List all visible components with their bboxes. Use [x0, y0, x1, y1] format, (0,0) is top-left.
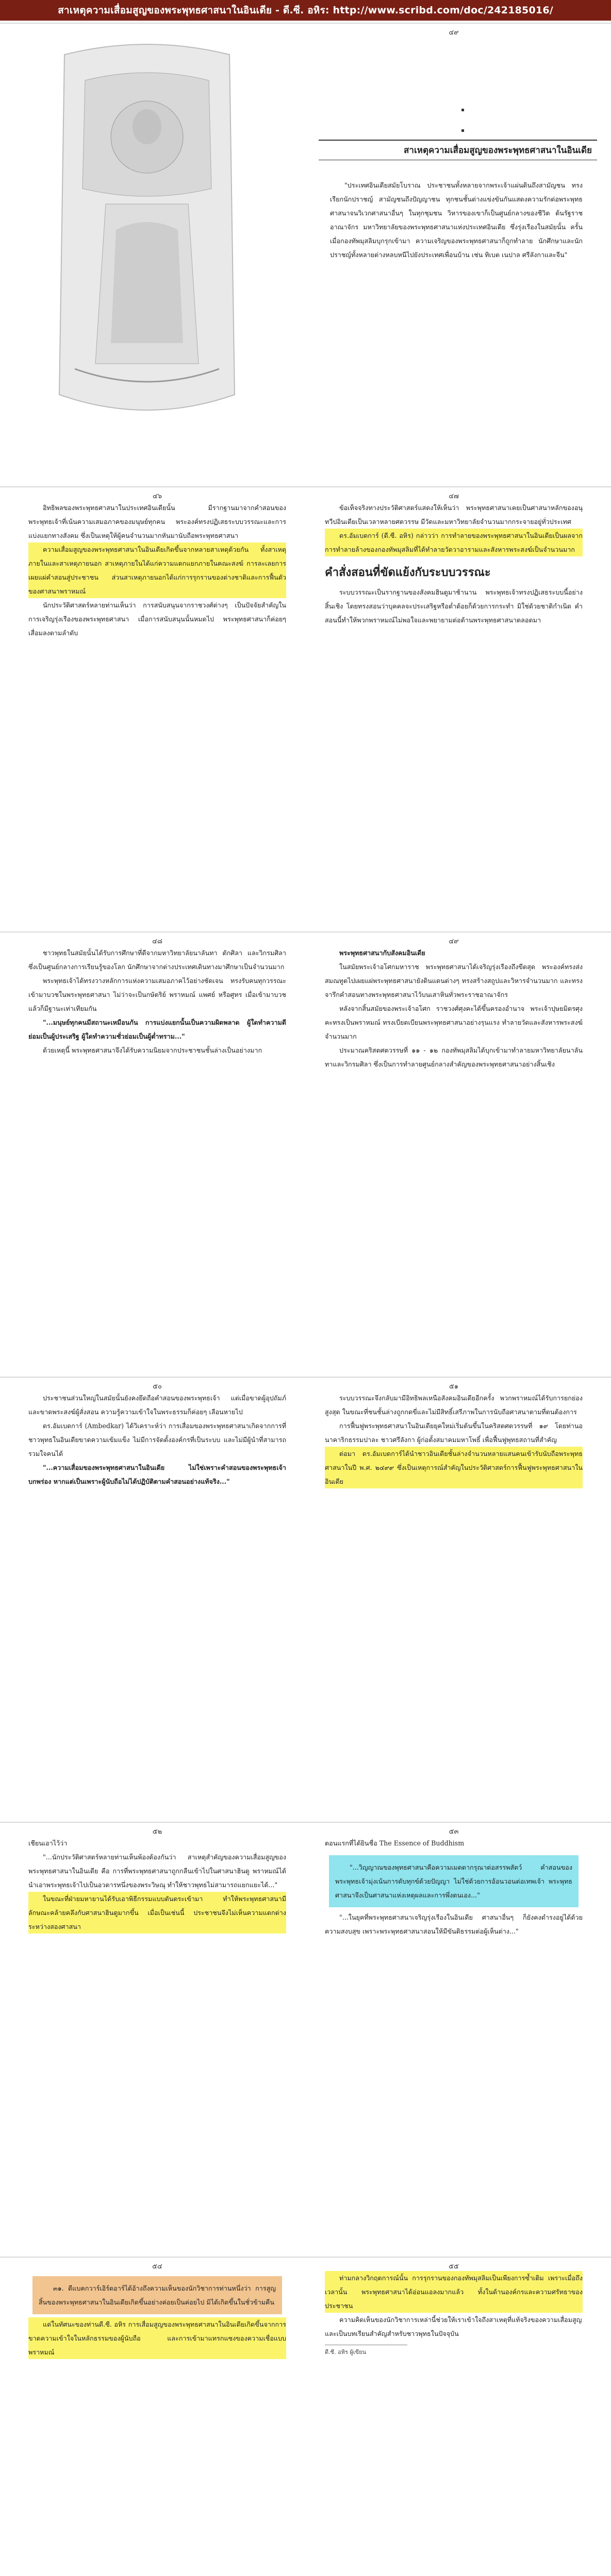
paragraph: การฟื้นฟูพระพุทธศาสนาในอินเดียยุคใหม่เริ่มต้นขึ้นในคริสตศตวรรษที่ ๑๙ โดยท่านอนาคาริกธรรมปาละ ชาวศรีลังกา ผู้ก่อตั้งสมาคมมหาโพธิ์ เพื่อฟื้นฟูพุทธสถานที่สำคัญ [325, 1422, 583, 1444]
paragraph: ตอนแรกที่ได้ยินชื่อ The Essence of Buddhism [325, 1839, 465, 1847]
document-title-bar [0, 0, 611, 21]
stone-stele-image [28, 34, 266, 446]
page-spread-1 [0, 23, 611, 485]
highlighted-paragraph: ความเสื่อมสูญของพระพุทธศาสนาในอินเดียเกิดขึ้นจากหลายสาเหตุด้วยกัน ทั้งสาเหตุภายในและสาเหตุภายนอก สาเหตุภายในได้แก่ความแตกแยกภายในคณะสงฆ์ การละเลยการเผยแผ่คำสอนสู่ประชาชน ส่วนสาเหตุภายนอกได้แก่การรุกรานของต่างชาติและการฟื้นตัวของศาสนาพราหมณ์ [28, 543, 286, 598]
highlighted-paragraph: ท่ามกลางวิกฤตการณ์นั้น การรุกรานของกองทัพมุสลิมเป็นเพียงการซ้ำเติม เพราะเมื่อถึงเวลานั้น พระพุทธศาสนาได้อ่อนแอลงมากแล้ว ทั้งในด้านองค์กรและความศรัทธาของประชาชน [325, 2271, 583, 2313]
page-number: ๕๕ [449, 2263, 459, 2270]
page-spread-3 [0, 931, 611, 1376]
document-title: สาเหตุความเสื่อมสูญของพระพุทธศาสนาในอินเดีย - ดี.ซี. อหิร: http://www.scribd.com/doc/242185016/ [58, 5, 553, 16]
quote-paragraph: "...ความเสื่อมของพระพุทธศาสนาในอินเดีย ไม่ใช่เพราะคำสอนของพระพุทธเจ้าบกพร่อง หากแต่เป็นเพราะผู้นับถือไม่ได้ปฏิบัติตามคำสอนอย่างแท้จริง..." [28, 1464, 286, 1485]
chapter-title: สาเหตุความเสื่อมสูญของพระพุทธศาสนาในอินเดีย [319, 140, 597, 160]
subheading: พระพุทธศาสนากับสังคมอินเดีย [339, 949, 425, 957]
page-spread-5 [0, 1822, 611, 2256]
quote-block [330, 178, 583, 262]
page-number: ๕๒ [152, 1828, 162, 1836]
paragraph: ในสมัยพระเจ้าอโศกมหาราช พระพุทธศาสนาได้เจริญรุ่งเรืองถึงขีดสุด พระองค์ทรงส่งสมณทูตไปเผยแผ่พระพุทธศาสนายังดินแดนต่างๆ ทรงสร้างสถูปและวิหารจำนวนมาก และทรงจารึกคำสอนทางพระพุทธศาสนาไว้บนเสาหินทั่วพระราชอาณาจักร [325, 963, 583, 998]
paragraph: ด้วยเหตุนี้ พระพุทธศาสนาจึงได้รับความนิยมจากประชาชนชั้นล่างเป็นอย่างมาก [43, 1046, 262, 1054]
paragraph: อิทธิพลของพระพุทธศาสนาในประเทศอินเดียนั้น มีรากฐานมาจากคำสอนของพระพุทธเจ้าที่เน้นความเสมอภาคของมนุษย์ทุกคน พระองค์ทรงปฏิเสธระบบวรรณะและการแบ่งแยกทางสังคม ซึ่งเป็นเหตุให้ผู้คนจำนวนมากหันมานับถือพระพุทธศาสนา [28, 504, 286, 539]
highlighted-paragraph: ดร.อัมเบดการ์ (ดี.ซี. อหิร) กล่าวว่า การทำลายของพระพุทธศาสนาในอินเดียเป็นผลจากการทำลายล้างของกองทัพมุสลิมที่ได้ทำลายวัดวาอารามและสังหารพระสงฆ์เป็นจำนวนมาก [325, 529, 583, 556]
page-number: ๕๔ [152, 2263, 162, 2270]
quote-paragraph: "...ในยุคที่พระพุทธศาสนาเจริญรุ่งเรืองในอินเดีย ศาสนาอื่นๆ ก็ยังคงดำรงอยู่ได้ด้วยความสงบสุข เพราะพระพุทธศาสนาสอนให้มีขันติธรรมต่อผู้เห็นต่าง..." [325, 1913, 583, 1935]
paragraph: ๓๑. ดีแบคกวาร์เอิร์ดอาร์ได้อ้างถึงความเห็นของนักวิชาการท่านหนึ่งว่า การสูญสิ้นของพระพุทธศาสนาในอินเดียเกิดขึ้นอย่างค่อยเป็นค่อยไป มิได้เกิดขึ้นในชั่วข้ามคืน [39, 2284, 276, 2306]
page-number: ๔๗ [449, 493, 459, 500]
quote-paragraph: "...วิญญาณของพุทธศาสนาคือความเมตตากรุณาต่อสรรพสัตว์ คำสอนของพระพุทธเจ้ามุ่งเน้นการดับทุกข์ด้วยปัญญา ไม่ใช่ด้วยการอ้อนวอนต่อเทพเจ้า พระพุทธศาสนาจึงเป็นศาสนาแห่งเหตุผลและการพึ่งตนเอง..." [335, 1863, 572, 1899]
highlighted-note-box [32, 2276, 282, 2314]
paragraph: นักประวัติศาสตร์หลายท่านเห็นว่า การสนับสนุนจากราชวงศ์ต่างๆ เป็นปัจจัยสำคัญในการเจริญรุ่งเรืองของพระพุทธศาสนา เมื่อการสนับสนุนนั้นหมดไป พระพุทธศาสนาก็ค่อยๆ เสื่อมลงตามลำดับ [28, 601, 286, 637]
section-heading: คำสั่งสอนที่ขัดแย้งกับระบบวรรณะ [325, 566, 491, 579]
page-number: ๕๑ [449, 1383, 459, 1391]
paragraph: ระบบวรรณะเป็นรากฐานของสังคมฮินดูมาช้านาน พระพุทธเจ้าทรงปฏิเสธระบบนี้อย่างสิ้นเชิง โดยทรงสอนว่าบุคคลจะประเสริฐหรือต่ำต้อยก็ด้วยการกระทำ มิใช่ด้วยชาติกำเนิด คำสอนนี้ทำให้พวกพราหมณ์ไม่พอใจและพยายามต่อต้านพระพุทธศาสนาตลอดมา [325, 588, 583, 624]
highlighted-quote-box [329, 1855, 579, 1907]
highlighted-paragraph: แต่ในทัศนะของท่านดี.ซี. อหิร การเสื่อมสูญของพระพุทธศาสนาในอินเดียเกิดขึ้นจากการขาดความเข้าใจในหลักธรรมของผู้นับถือ และการเข้ามาแทรกแซงของความเชื่อแบบพราหมณ์ [28, 2317, 286, 2359]
page-number: ๔๘ [152, 938, 162, 945]
page-number: ๕๐ [153, 1383, 162, 1391]
highlighted-paragraph: ต่อมา ดร.อัมเบดการ์ได้นำชาวอินเดียชั้นล่างจำนวนหลายแสนคนเข้ารับนับถือพระพุทธศาสนาในปี พ.ศ. ๒๔๙๙ ซึ่งเป็นเหตุการณ์สำคัญในประวัติศาสตร์การฟื้นฟูพระพุทธศาสนาในอินเดีย [325, 1447, 583, 1488]
paragraph: ดร.อัมเบดการ์ (Ambedkar) ได้วิเคราะห์ว่า การเสื่อมของพระพุทธศาสนาเกิดจากการที่ชาวพุทธในอินเดียขาดความเข้มแข็ง ไม่มีการจัดตั้งองค์กรที่เป็นระบบ และไม่มีผู้นำที่สามารถรวมใจคนได้ [28, 1422, 286, 1458]
paragraph: ประมาณคริสตศตวรรษที่ ๑๑ - ๑๒ กองทัพมุสลิมได้บุกเข้ามาทำลายมหาวิทยาลัยนาลันทาและวิกรมศิลา ซึ่งเป็นการทำลายศูนย์กลางสำคัญของพระพุทธศาสนาอย่างสิ้นเชิง [325, 1046, 583, 1068]
paragraph: หลังจากสิ้นสมัยของพระเจ้าอโศก ราชวงศ์ศุงคะได้ขึ้นครองอำนาจ พระเจ้าปุษยมิตรศุงคะทรงเป็นพราหมณ์ ทรงเบียดเบียนพระพุทธศาสนาอย่างรุนแรง ทำลายวัดและสังหารพระสงฆ์จำนวนมาก [325, 1005, 583, 1040]
quote-paragraph: "...นักประวัติศาสตร์หลายท่านเห็นพ้องต้องกันว่า สาเหตุสำคัญของความเสื่อมสูญของพระพุทธศาสนาในอินเดีย คือ การที่พระพุทธศาสนาถูกกลืนเข้าไปในศาสนาฮินดู พราหมณ์ได้นำเอาพระพุทธเจ้าไปเป็นอวตารหนึ่งของพระวิษณุ ทำให้ชาวพุทธไม่สามารถแยกแยะได้..." [28, 1853, 286, 1889]
paragraph: เชียนเอาไว้ว่า [28, 1839, 68, 1847]
footnote: ดี.ซี. อหิร ผู้เขียน [325, 2349, 367, 2355]
paragraph: "ประเทศอินเดียสมัยโบราณ ประชาชนทั้งหลายจากพระเจ้าแผ่นดินถึงสามัญชน ทรงเรียกนักปราชญ์ สามัญชนถึงปัญญาชน ทุกชนชั้นต่างแข่งขันกันแสดงความรักต่อพระพุทธศาสนาจนวิเวกศาสนาอื่นๆ ในทุกชุมชน วิหารของเขาก็เป็นศูนย์กลางของชีวิต ต้นรัฐราชอาณาจักร มหาวิทยาลัยของพระพุทธศาสนาแห่งประเทศอินเดีย ซึ่งรุ่งเรืองในสมัยนั้น ครั้นเมื่อกองทัพมุสลิมบุกรุกเข้ามา ความเจริญของพระพุทธศาสนาก็ถูกทำลาย นักศึกษาและนักปราชญ์ทั้งหลายต่างหลบหนีไปยังประเทศเพื่อนบ้าน เช่น ทิเบต เนปาล ศรีลังกาและจีน" [330, 181, 583, 259]
page-spread-4 [0, 1377, 611, 1821]
page-spread-6 [0, 2257, 611, 2576]
page-number: ๔๙ [449, 938, 459, 945]
paragraph: ความคิดเห็นของนักวิชาการเหล่านี้ช่วยให้เราเข้าใจถึงสาเหตุที่แท้จริงของความเสื่อมสูญ และเป็นบทเรียนสำคัญสำหรับชาวพุทธในปัจจุบัน [325, 2316, 582, 2337]
page-number: ๕๓ [449, 1828, 459, 1836]
page-number: ๔๖ [152, 493, 162, 500]
paragraph: ประชาชนส่วนใหญ่ในสมัยนั้นยังคงยึดถือคำสอนของพระพุทธเจ้า แต่เมื่อขาดผู้อุปถัมภ์และขาดพระสงฆ์ผู้สั่งสอน ความรู้ความเข้าใจในพระธรรมก็ค่อยๆ เลือนหายไป [28, 1394, 286, 1416]
highlighted-paragraph: ในขณะที่ฝ่ายมหายานได้รับเอาพิธีกรรมแบบตันตระเข้ามา ทำให้พระพุทธศาสนามีลักษณะคล้ายคลึงกับศาสนาฮินดูมากขึ้น เมื่อเป็นเช่นนี้ ประชาชนจึงไม่เห็นความแตกต่างระหว่างสองศาสนา [28, 1892, 286, 1934]
page-spread-2 [0, 486, 611, 930]
paragraph: ชาวพุทธในสมัยนั้นได้รับการศึกษาที่ดีจากมหาวิทยาลัยนาลันทา ตักศิลา และวิกรมศิลา ซึ่งเป็นศูนย์กลางการเรียนรู้ของโลก นักศึกษาจากต่างประเทศเดินทางมาศึกษาเป็นจำนวนมาก [28, 949, 286, 971]
paragraph: พระพุทธเจ้าได้ทรงวางหลักการแห่งความเสมอภาคไว้อย่างชัดเจน ทรงรับคนทุกวรรณะเข้ามาบวชในพระพุทธศาสนา ไม่ว่าจะเป็นกษัตริย์ พราหมณ์ แพศย์ หรือศูทร เมื่อเข้ามาบวชแล้วก็มีฐานะเท่าเทียมกัน [28, 977, 286, 1012]
quote-paragraph: "...มนุษย์ทุกคนมีสถานะเหมือนกัน การแบ่งแยกนั้นเป็นความผิดพลาด ผู้ใดทำความดีย่อมเป็นผู้ประเสริฐ ผู้ใดทำความชั่วย่อมเป็นผู้ต่ำทราม..." [28, 1019, 286, 1040]
paragraph: ข้อเท็จจริงทางประวัติศาสตร์แสดงให้เห็นว่า พระพุทธศาสนาเคยเป็นศาสนาหลักของอนุทวีปอินเดียเป็นเวลาหลายศตวรรษ มีวัดและมหาวิทยาลัยจำนวนมากกระจายอยู่ทั่วประเทศ [325, 504, 583, 526]
page-number: ๔๙ [449, 29, 459, 37]
paragraph: ระบบวรรณะจึงกลับมามีอิทธิพลเหนือสังคมอินเดียอีกครั้ง พวกพราหมณ์ได้รับการยกย่องสูงสุด ในขณะที่ชนชั้นล่างถูกกดขี่และไม่มีสิทธิ์เสรีภาพในการนับถือศาสนาตามที่ตนต้องการ [325, 1394, 583, 1416]
